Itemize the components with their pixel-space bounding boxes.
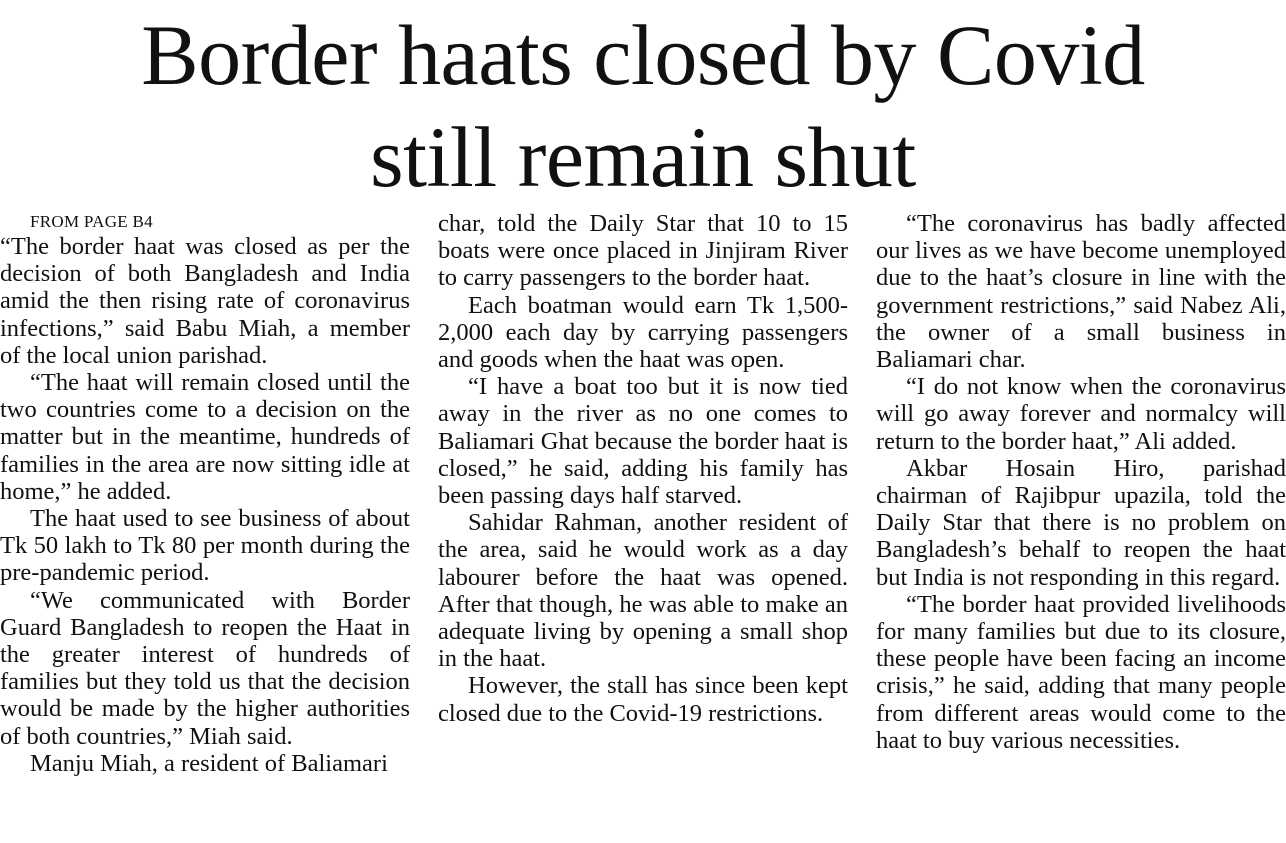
paragraph: Sahidar Rahman, another resident of the area, said he would work as a day labourer before the haat was opened. After that though, he was able to make an adequate living by opening a small shop in the haat. (438, 509, 848, 673)
paragraph: “The haat will remain closed until the two countries come to a decision on the matter but in the meantime, hundreds of families in the area are now sitting idle at home,” he added. (0, 369, 410, 505)
headline-line-2: still remain shut (370, 109, 916, 205)
paragraph: “The border haat was closed as per the decision of both Bangladesh and India amid the then rising rate of coronavirus infections,” said Babu Miah, a member of the local union parishad. (0, 233, 410, 369)
paragraph: Akbar Hosain Hiro, parishad chairman of Rajibpur upazila, told the Daily Star that there is no problem on Bangladesh’s behalf to reopen the haat but India is not responding in this regard. (876, 454, 1286, 591)
headline-line-1: Border haats closed by Covid (141, 7, 1145, 103)
paragraph: Manju Miah, a resident of Baliamari (30, 749, 388, 777)
column-3 (876, 210, 1286, 754)
paragraph: However, the stall has since been kept closed due to the Covid-19 restrictions. (438, 672, 848, 727)
paragraph: “We communicated with Border Guard Bangladesh to reopen the Haat in the greater interest of hundreds of families but they told us that the decision would be made by the higher authorities of both countries,” Miah said. (0, 586, 410, 750)
paragraph: The haat used to see business of about Tk 50 lakh to Tk 80 per month during the pre-pandemic period. (0, 505, 410, 587)
paragraph: “I do not know when the coronavirus will go away forever and normalcy will return to the border haat,” Ali added. (876, 373, 1286, 455)
column-1 (0, 211, 410, 777)
paragraph: “I have a boat too but it is now tied away in the river as no one comes to Baliamari Ghat because the border haat is closed,” he said, adding his family has been passing days half starved. (438, 373, 848, 510)
article-body (0, 211, 1286, 843)
paragraph: “The border haat provided livelihoods for many families but due to its closure, these people have been facing an income crisis,” he said, adding that many people from different areas would come to the haat to buy various necessities. (876, 590, 1286, 754)
headline (0, 4, 1286, 208)
paragraph: Each boatman would earn Tk 1,500-2,000 each day by carrying passengers and goods when the haat was open. (438, 291, 848, 374)
paragraph: “The coronavirus has badly affected our lives as we have become unemployed due to the haat’s closure in line with the government restrictions,” said Nabez Ali, the owner of a small business in Baliamari char. (876, 210, 1286, 374)
continued-from-label: FROM PAGE B4 (30, 212, 153, 231)
column-2 (438, 210, 848, 727)
paragraph: char, told the Daily Star that 10 to 15 boats were once placed in Jinjiram River to carry passengers to the border haat. (438, 210, 848, 292)
